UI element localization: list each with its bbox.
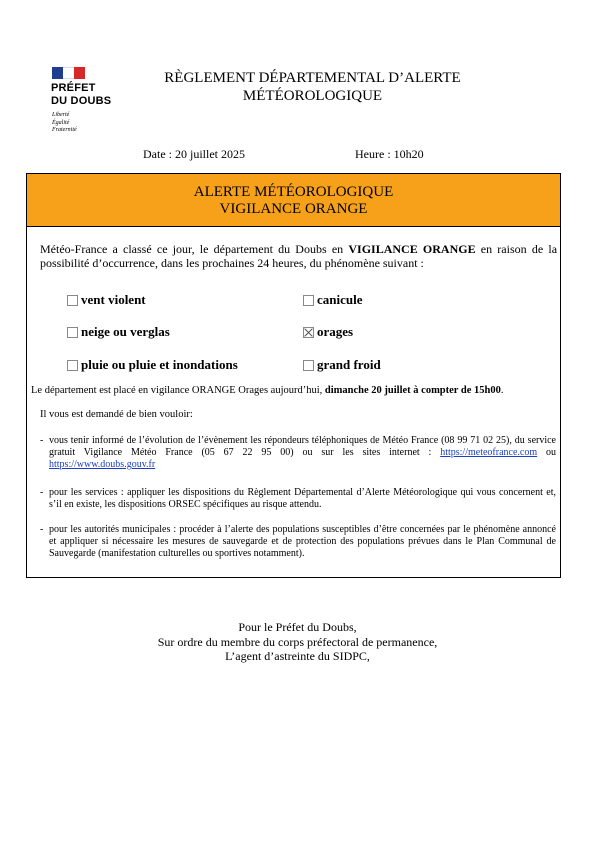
title-line-1: RÈGLEMENT DÉPARTEMENTAL D’ALERTE (164, 70, 461, 86)
bullet-dash: - (40, 487, 44, 498)
phenomenon-label: orages (317, 324, 354, 339)
phenomenon-vent-violent (67, 293, 146, 307)
phenomenon-neige-verglas (67, 325, 170, 339)
motto-liberte: Liberté (52, 112, 70, 118)
banner-line-1: ALERTE MÉTÉOROLOGIQUE (193, 184, 394, 200)
checked-checkbox-icon (303, 327, 314, 338)
doubs-gouv-link[interactable]: https://www.doubs.gouv.fr (49, 459, 156, 470)
bullet-text: pour les services : appliquer les dispositions du Règlement Départemental d’Alerte Météorologique qui vous concernent et, s’il en existe, les dispositions ORSEC spécifiques au risque attendu. (49, 487, 556, 510)
signature-line-1: Pour le Préfet du Doubs, (238, 620, 357, 634)
title-line-2: MÉTÉOROLOGIQUE (242, 88, 383, 104)
french-flag-logo (52, 67, 85, 79)
bullet-dash: - (40, 524, 44, 535)
bullet-services (40, 487, 556, 511)
phenomenon-orages (303, 325, 353, 339)
intro-text: Météo-France a classé ce jour, le département du Doubs en (40, 242, 349, 256)
motto-fraternite: Fraternité (52, 127, 77, 133)
checkbox-icon (303, 360, 314, 371)
phenomenon-grand-froid (303, 358, 381, 372)
checkbox-icon (303, 295, 314, 306)
vigilance-statement (31, 384, 556, 397)
phenomenon-label: neige ou verglas (81, 324, 170, 339)
checkbox-icon (67, 295, 78, 306)
statement-end: . (500, 385, 504, 396)
checkbox-icon (67, 360, 78, 371)
intro-text-end: en raison de la possibilité d’occurrence, dans les prochaines 24 heures, du phénomène suivant : (40, 242, 558, 270)
phenomenon-label: canicule (317, 292, 363, 307)
republic-motto (52, 112, 77, 135)
phenomenon-pluie-inondations (67, 358, 238, 372)
logo-title-line-2: DU DOUBS (51, 95, 112, 107)
statement-text: Le département est placé en vigilance ORANGE Orages aujourd’hui, (31, 385, 325, 396)
banner-line-2: VIGILANCE ORANGE (219, 201, 368, 217)
phenomenon-label: grand froid (317, 357, 381, 372)
phenomenon-canicule (303, 293, 363, 307)
document-title (120, 69, 505, 105)
prefecture-logo-title (51, 82, 111, 108)
signature-line-3: L’agent d’astreinte du SIDPC, (225, 649, 370, 663)
bullet-text: vous tenir informé de l’évolution de l’évènement les répondeurs téléphoniques de Météo France (08 99 71 02 25), du service gratuit Vigilance Météo France (05 67 22 95 00) ou sur les sites internet : (49, 435, 556, 458)
request-intro: Il vous est demandé de bien vouloir: (40, 409, 193, 420)
motto-egalite: Égalité (52, 119, 70, 126)
bullet-text: pour les autorités municipales : procéder à l’alerte des populations susceptibles d’être concernées par le phénomène annoncé et appliquer si nécessaire les mesures de sauvegarde et de protection des populations prévues dans le Plan Communal de Sauvegarde (manifestation culturelles ou sportives notamment). (49, 524, 556, 559)
logo-title-line-1: PRÉFET (51, 82, 96, 94)
signature-line-2: Sur ordre du membre du corps préfectoral de permanence, (157, 634, 438, 649)
alert-box (26, 173, 561, 578)
checkbox-icon (67, 327, 78, 338)
alert-banner (27, 174, 560, 227)
issue-date: Date : 20 juillet 2025 (143, 147, 245, 161)
phenomenon-label: pluie ou pluie et inondations (81, 357, 238, 372)
signature-block (0, 620, 595, 664)
issue-time: Heure : 10h20 (355, 147, 424, 161)
phenomenon-label: vent violent (81, 292, 146, 307)
bullet-information (40, 435, 556, 471)
bullet-text-mid: ou (537, 447, 557, 458)
bullet-municipal-authorities (40, 524, 556, 560)
meteofrance-link[interactable]: https://meteofrance.com (440, 447, 538, 458)
bullet-dash: - (40, 435, 44, 446)
intro-highlight: VIGILANCE ORANGE (348, 242, 476, 256)
statement-date: dimanche 20 juillet à compter de 15h00 (324, 385, 501, 396)
alert-intro (40, 242, 557, 270)
